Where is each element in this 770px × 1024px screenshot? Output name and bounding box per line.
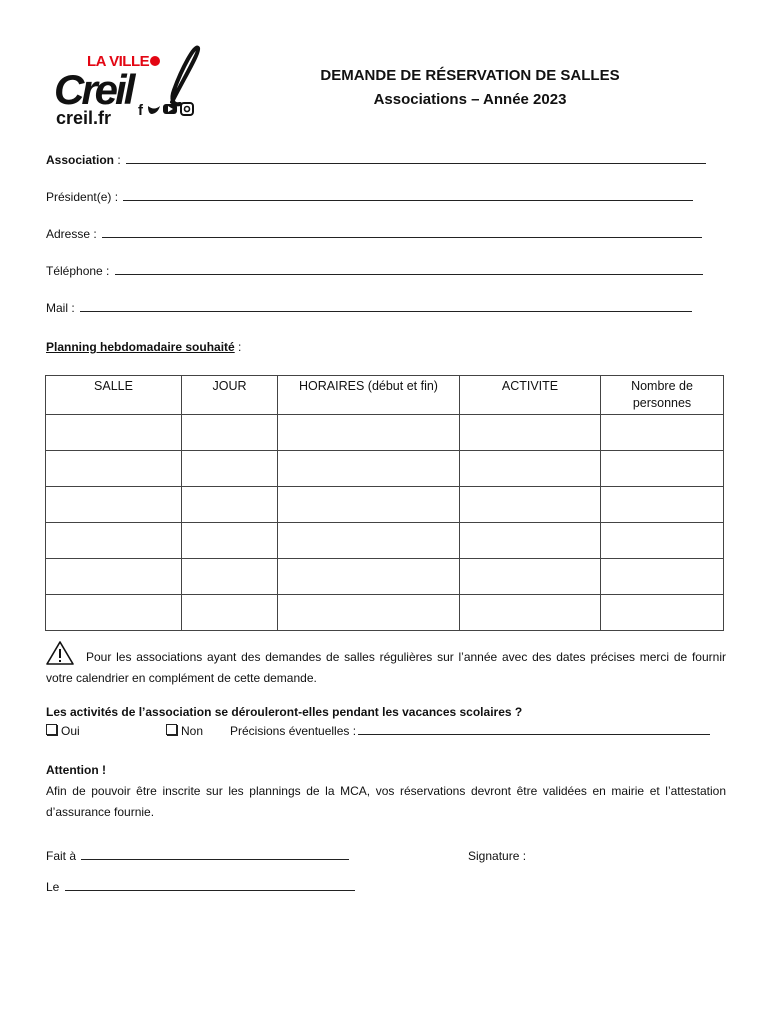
checkbox-icon[interactable] [166, 724, 177, 735]
table-cell[interactable] [601, 487, 724, 523]
precisions-input-line[interactable] [358, 733, 710, 735]
logo-brand: Creil [54, 66, 133, 113]
col-nombre: Nombre de personnes [601, 376, 724, 415]
logo-site: creil.fr [56, 108, 112, 128]
table-cell[interactable] [182, 595, 278, 631]
telephone-input-line[interactable] [115, 273, 703, 275]
signature-label: Signature : [468, 849, 527, 863]
association-input-line[interactable] [126, 162, 706, 164]
facebook-icon [138, 102, 144, 119]
col-horaires: HORAIRES (début et fin) [278, 376, 460, 415]
table-row [46, 487, 724, 523]
table-cell[interactable] [46, 415, 182, 451]
table-cell[interactable] [182, 523, 278, 559]
holiday-question: Les activités de l’association se dérouleront-elles pendant les vacances scolaires ? [46, 705, 523, 719]
president-label: Président(e) [46, 190, 112, 204]
table-row [46, 595, 724, 631]
le-input-line[interactable] [65, 889, 355, 891]
association-label: Association [46, 153, 115, 167]
fait-a-field[interactable] [46, 849, 349, 863]
table-row [46, 559, 724, 595]
table-cell[interactable] [278, 595, 460, 631]
table-cell[interactable] [46, 595, 182, 631]
table-cell[interactable] [182, 451, 278, 487]
planning-heading: Planning hebdomadaire souhaité : [46, 340, 242, 354]
table-cell[interactable] [278, 451, 460, 487]
twitter-icon [148, 106, 160, 114]
table-cell[interactable] [182, 487, 278, 523]
table-cell[interactable] [46, 487, 182, 523]
logo-top-text: LA VILLE [87, 53, 150, 70]
fait-a-input-line[interactable] [81, 858, 349, 860]
col-salle: SALLE [46, 376, 182, 415]
instagram-icon [181, 103, 193, 115]
table-cell[interactable] [460, 595, 601, 631]
table-row [46, 451, 724, 487]
table-cell[interactable] [278, 559, 460, 595]
calendar-notice: Pour les associations ayant des demandes de salles régulières sur l’année avec des dates précises merci de fournir votre calendrier en complément de cette demande. [46, 650, 726, 685]
le-field[interactable] [46, 880, 355, 894]
table-cell[interactable] [46, 559, 182, 595]
table-cell[interactable] [460, 487, 601, 523]
mail-field[interactable]: Mail : [46, 301, 692, 315]
le-label: Le [46, 880, 60, 894]
oui-checkbox[interactable] [46, 724, 80, 738]
svg-text:f: f [138, 102, 143, 119]
table-cell[interactable] [460, 415, 601, 451]
precisions-field[interactable] [230, 724, 710, 738]
table-row [46, 523, 724, 559]
table-cell[interactable] [182, 415, 278, 451]
table-cell[interactable] [182, 559, 278, 595]
table-cell[interactable] [46, 523, 182, 559]
table-cell[interactable] [460, 559, 601, 595]
col-jour: JOUR [182, 376, 278, 415]
president-input-line[interactable] [123, 199, 693, 201]
table-cell[interactable] [601, 595, 724, 631]
president-field[interactable]: Président(e) : [46, 190, 693, 204]
mail-label: Mail [46, 301, 69, 315]
youtube-icon [163, 104, 177, 114]
table-header-row [46, 376, 724, 415]
oui-label: Oui [61, 724, 80, 738]
table-cell[interactable] [278, 523, 460, 559]
table-cell[interactable] [460, 523, 601, 559]
attention-text: Afin de pouvoir être inscrite sur les plannings de la MCA, vos réservations devront être validées en mairie et l’attestation d’assurance fournie. [46, 784, 726, 819]
checkbox-icon[interactable] [46, 724, 57, 735]
creil-logo [52, 44, 212, 129]
table-cell[interactable] [278, 487, 460, 523]
non-label: Non [181, 724, 204, 738]
table-cell[interactable] [601, 451, 724, 487]
precisions-label: Précisions éventuelles : [230, 724, 357, 738]
attention-heading: Attention ! [46, 763, 106, 777]
planning-table [45, 375, 724, 631]
col-activite: ACTIVITE [460, 376, 601, 415]
table-cell[interactable] [278, 415, 460, 451]
adresse-field[interactable]: Adresse : [46, 227, 702, 241]
adresse-input-line[interactable] [102, 236, 702, 238]
table-cell[interactable] [46, 451, 182, 487]
table-cell[interactable] [601, 523, 724, 559]
telephone-label: Téléphone [46, 264, 103, 278]
table-cell[interactable] [460, 451, 601, 487]
page-subtitle: Associations – Année 2023 [373, 91, 567, 108]
fait-a-label: Fait à [46, 849, 77, 863]
adresse-label: Adresse [46, 227, 91, 241]
telephone-field[interactable]: Téléphone : [46, 264, 703, 278]
table-cell[interactable] [601, 415, 724, 451]
table-cell[interactable] [601, 559, 724, 595]
page-title: DEMANDE DE RÉSERVATION DE SALLES [320, 67, 620, 84]
mail-input-line[interactable] [80, 310, 692, 312]
table-row [46, 415, 724, 451]
association-field[interactable]: Association : [46, 153, 706, 167]
non-checkbox[interactable] [166, 724, 203, 738]
